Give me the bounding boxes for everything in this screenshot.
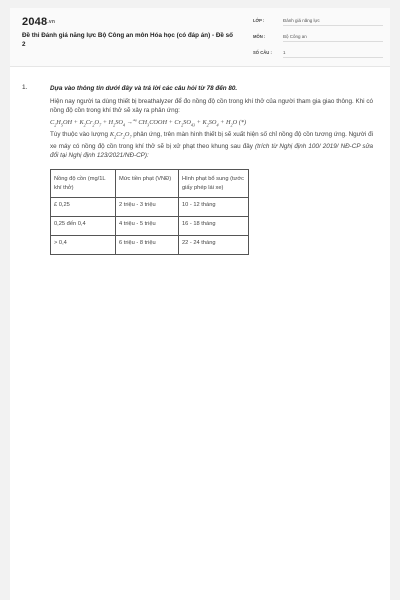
table-header-row [51,169,249,197]
meta-value: 1 [283,49,383,58]
meta-row-count [253,49,383,65]
column-header: Mức tiền phạt (VNĐ) [116,169,179,197]
arrow-catalyst: Ag [132,117,137,122]
table-cell: 22 - 24 tháng [179,235,249,254]
meta-key: MÔN : [253,34,266,39]
meta-row-class [253,17,383,33]
document-page [10,8,390,600]
table-cell: 6 triệu - 8 triệu [116,235,179,254]
logo-text: 2048 [22,16,48,28]
question-content [50,84,373,255]
table-row [51,197,249,216]
table-cell: 2 triệu - 3 triệu [116,197,179,216]
exam-meta [253,17,383,65]
column-header: Nồng độ cồn (mg/1L khí thở) [51,169,116,197]
page-header [10,8,390,67]
table-cell: > 0,4 [51,235,116,254]
table-cell: £ 0,25 [51,197,116,216]
exam-title: Đề thi Đánh giá năng lực Bộ Công an môn Hóa học (có đáp án) - Đề số 2 [22,32,233,48]
site-logo[interactable] [22,16,55,28]
question-paragraph-1: Hiện nay người ta dùng thiết bị breathalyzer để đo nồng độ cồn trong khí thở của người tham gia giao thông. Khi có nồng độ cồn trong khí thở sẽ xảy ra phản ứng: [50,97,373,115]
table-cell: 0,25 đến 0,4 [51,216,116,235]
reaction-equation: $C_2H_5OH + K_2Cr_2O_7 + H_2SO_4 \to^{Ag}$ $CH_3COOH + Cr_2SO_{43} + K_2SO_4 + H_2O$ (*) [50,117,247,128]
penalty-table [50,169,249,255]
table-cell: 10 - 12 tháng [179,197,249,216]
meta-key: SỐ CÂU : [253,50,272,55]
meta-value: Bộ Công an [283,33,383,42]
table-row [51,235,249,254]
table-row [51,216,249,235]
meta-key: LỚP : [253,18,265,23]
table-cell: 4 triệu - 5 triệu [116,216,179,235]
question-intro: Dựa vào thông tin dưới đây và trả lời các câu hỏi từ 78 đến 80. [50,85,238,92]
meta-value: Đánh giá năng lực [283,17,383,26]
legal-citation: (trích từ Nghị định 100/ 2019/ NĐ-CP sửa đổi tại Nghị định 123/2021/NĐ-CP): [50,142,374,160]
column-header: Hình phạt bổ sung (tước giấy phép lái xe) [179,169,249,197]
meta-row-subject [253,33,383,49]
table-cell: 16 - 18 tháng [179,216,249,235]
question-number: 1. [22,84,28,91]
question-paragraph-2: Tùy thuộc vào lượng $K_2Cr_2O_7$ phản ứng, trên màn hình thiết bị sẽ xuất hiện số chỉ nồng độ cồn tương ứng. Người đi xe máy có nồng độ cồn trong khí thở sẽ bị xử phạt theo khung sau đây (trích từ Nghị định 100/ 2019/ NĐ-CP sửa đổi tại Nghị định 123/2021/NĐ-CP): [50,130,374,160]
logo-suffix: .vn [47,19,56,26]
